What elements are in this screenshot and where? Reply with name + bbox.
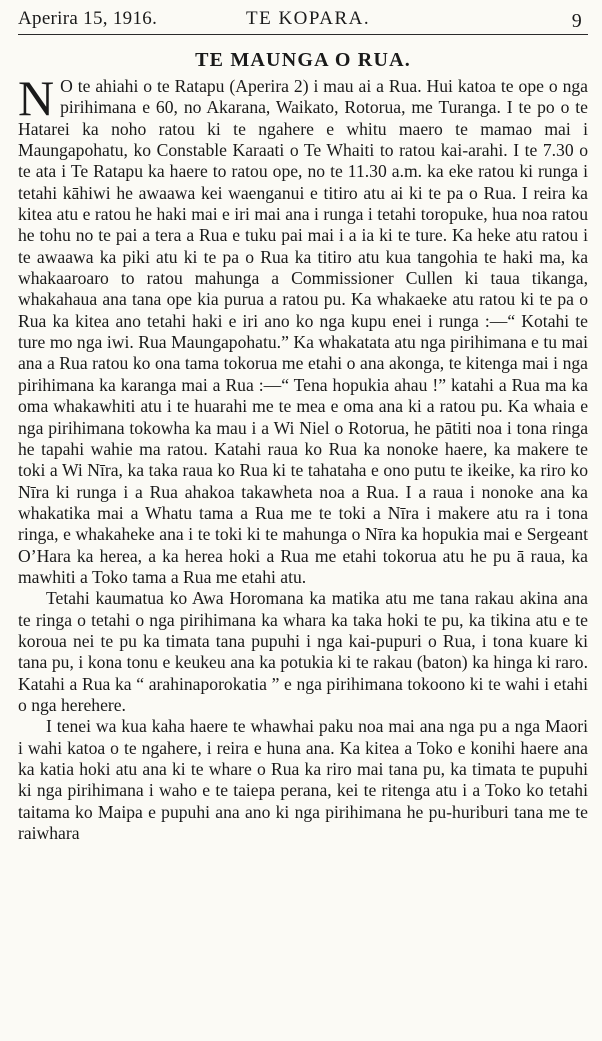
page-number: 9 bbox=[571, 10, 582, 32]
article-body bbox=[18, 70, 588, 844]
paragraph-2: Tetahi kaumatua ko Awa Horomana ka matika atu me tana rakau akina ana te ringa o tetahi o nga pirihimana ka whara ka taka hoki te pu, ka tikina atu e te koroua nei te pu ka timata tana pupuhi i nga kai-pupuri o Rua, i tona kuare ki tana pu, i kona tonu e keukeu ana ka potukia ki te rakau (baton) ka hinga ki raro. Katahi a Rua ka “ arahinaporokatia ” e nga pirihimana tokoono ki te wahi i etahi o nga herehere. bbox=[18, 588, 588, 715]
issue-date: Aperira 15, 1916. bbox=[18, 8, 158, 29]
paragraph-1 bbox=[18, 70, 588, 588]
running-header bbox=[18, 8, 588, 35]
paragraph-3: I tenei wa kua kaha haere te whawhai paku noa mai ana nga pu a nga Maori i wahi katoa o te ngahere, i reira e huna ana. Ka kitea a Toko e konihi haere ana ka katia hoki atu ana ki te whare o Rua ka riro mai tana pu, ka timata te pupuhi ki nga pirihimana i waho e te taiepa perana, kei te ritenga atu i a Toko ko tetahi taitama ko Maipa e pupuhi ana ano ki nga pirihimana he pu-huriburi tana me te raiwhara bbox=[18, 716, 588, 844]
article-title: TE MAUNGA O RUA. bbox=[195, 49, 411, 71]
paragraph-text: O te ahiahi o te Ratapu (Aperira 2) i mau ai a Rua. Hui katoa te ope o nga pirihimana e 60, no Akarana, Waikato, Rotorua, me Turanga. I te po o te Hatarei ka noho ratou ki te ngahere e whitu maero te mamao mai i Maungapohatu, ko Constable Karaati o Te Whaiti to ratou kai-arahi. I te 7.30 o te ata i Te Ratapu ka haere to ratou ope, no te 11.30 a.m. ka eke ratou ki runga i tetahi kāhiwi he awaawa kei waenganui e titiro atu ai ki te pa o Rua. I reira ka kitea atu e ratou he haki mai e iri mai ana i runga i tetahi toropuke, hua noa ratou he tohu no te pai a tera a Rua e tuku pai mai i a ia ki te ture. Ka heke atu ratou i te awaawa ka piki atu ki te pa o Rua ka titiro atu kua tangohia te haki ma, ka whakaaroaro to ratou mahunga a Commissioner Cullen ki taua tikanga, whakahaua ana tana ope kia purua a ratou pu. Ka whakaeke atu ratou ki te pa o Rua ka kitea ano tetahi haki e iri ano ko nga kupu enei i runga :—“ Kotahi te ture mo nga iwi. Rua Maungapohatu.” Ka whakatata atu nga pirihimana e tu mai ana a Rua ratou ko ona tama tokorua me etahi o ana akonga, te kitenga mai i nga pirihimana ka karanga mai a Rua :—“ Tena hopukia ahau !” katahi a Rua ma ka oma whakawhiti atu i te huarahi me te mea e oma ana ki a ratou pu. Ka whaia e nga pirihimana tokowha ka mau i a Wi Niel o Rotorua, he pātiti noa i tona ringa he tapahi wahie ma ratou. Katahi raua ko Rua ka nonoke haere, ka makere te toki a Wi Nīra, ka taka raua ko Rua ki te tahataha e ono putu te ikeike, ka riro ko Nīra ki runga i a Rua ahakoa takawheta noa a Rua. I a raua i nonoke ana ka whakatika mai a Whatu tama a Rua me te toki a Nīra i makere atu ra i tona ringa, e whakaheke ana i te toki ki te mahunga o Nīra ka hopukia mai e Sergeant O’Hara ka herea, a ka herea hoki a Rua me etahi tokorua atu he pu ā raua, ka mawhiti a Toko tama a Rua me etahi atu. bbox=[18, 76, 588, 587]
publication-title: TE KOPARA. bbox=[246, 8, 371, 29]
drop-cap: N bbox=[18, 70, 55, 126]
